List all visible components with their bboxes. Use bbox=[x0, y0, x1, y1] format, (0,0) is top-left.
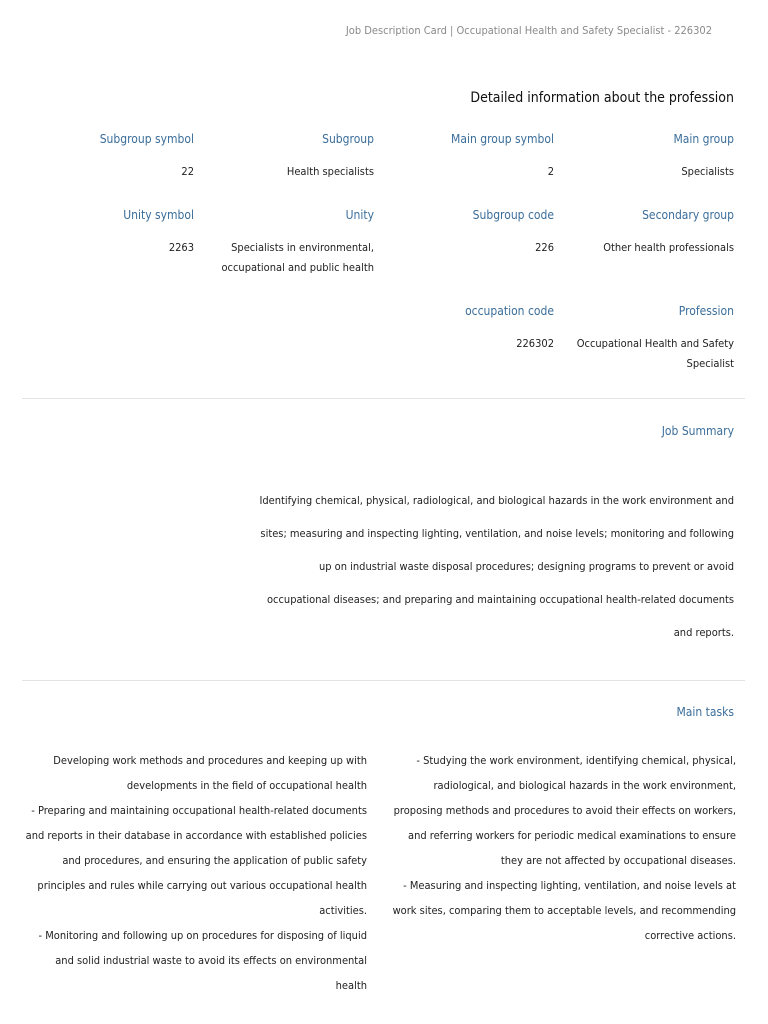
main-tasks-left-column: Developing work methods and procedures and keeping up with developments in the field of occupational health - Preparing and maintaining occupational health-related documents and reports in their database in accordance with established policies and procedures, and ensuring the application of public safety principles and rules while carrying out various occupational health activities. - Monitoring and following up on procedures for disposing of liquid and solid industrial waste to avoid its effects on environmental health bbox=[25, 754, 367, 992]
profession-label: Profession bbox=[678, 304, 734, 318]
main-group-symbol-label: Main group symbol bbox=[451, 132, 554, 146]
info-cell-unity-symbol bbox=[24, 204, 194, 300]
info-cell-unity bbox=[194, 204, 374, 300]
profession-info-grid bbox=[22, 128, 734, 380]
section-divider bbox=[22, 680, 745, 681]
job-summary-text: Identifying chemical, physical, radiological, and biological hazards in the work environment and sites; measuring and inspecting lighting, ventilation, and noise levels; monitoring and following up on industrial waste disposal procedures; designing programs to prevent or avoid occupational diseases; and preparing and maintaining occupational health-related documents and reports. bbox=[259, 494, 734, 639]
info-cell-subgroup-code bbox=[374, 204, 554, 300]
info-cell-secondary-group bbox=[554, 204, 734, 300]
job-summary-title: Job Summary bbox=[661, 424, 734, 438]
info-row-3 bbox=[22, 300, 734, 380]
subgroup-code-label: Subgroup code bbox=[472, 208, 554, 222]
main-tasks-right-column: - Studying the work environment, identifying chemical, physical, radiological, and biological hazards in the work environment, proposing methods and procedures to avoid their effects on workers, and referring workers for periodic medical examinations to ensure they are not affected by occupational diseases. - Measuring and inspecting lighting, ventilation, and noise levels at work sites, comparing them to acceptable levels, and recommending corrective actions. bbox=[392, 754, 736, 942]
unity-label: Unity bbox=[345, 208, 374, 222]
main-group-label: Main group bbox=[673, 132, 734, 146]
unity-symbol-value: 2263 bbox=[168, 241, 194, 254]
subgroup-symbol-value: 22 bbox=[181, 165, 194, 178]
details-section-title: Detailed information about the profession bbox=[470, 90, 734, 106]
info-cell-main-group-symbol bbox=[374, 128, 554, 204]
occupation-code-label: occupation code bbox=[465, 304, 554, 318]
main-group-value: Specialists bbox=[681, 165, 734, 178]
main-group-symbol-value: 2 bbox=[547, 165, 554, 178]
info-row-1 bbox=[22, 128, 734, 204]
subgroup-symbol-label: Subgroup symbol bbox=[99, 132, 194, 146]
unity-value: Specialists in environmental, occupational and public health bbox=[221, 241, 374, 274]
secondary-group-label: Secondary group bbox=[642, 208, 734, 222]
info-cell-subgroup bbox=[194, 128, 374, 204]
section-divider bbox=[22, 398, 745, 399]
info-cell-main-group bbox=[554, 128, 734, 204]
occupation-code-value: 226302 bbox=[516, 337, 554, 350]
profession-value: Occupational Health and Safety Specialist bbox=[576, 337, 734, 370]
unity-symbol-label: Unity symbol bbox=[123, 208, 194, 222]
subgroup-label: Subgroup bbox=[322, 132, 374, 146]
secondary-group-value: Other health professionals bbox=[603, 241, 734, 254]
info-cell-subgroup-symbol bbox=[24, 128, 194, 204]
subgroup-code-value: 226 bbox=[535, 241, 554, 254]
main-tasks-title: Main tasks bbox=[676, 705, 734, 719]
info-cell-profession bbox=[554, 300, 734, 380]
document-header-title: Job Description Card | Occupational Health and Safety Specialist - 226302 bbox=[345, 24, 712, 37]
info-row-2 bbox=[22, 204, 734, 300]
subgroup-value: Health specialists bbox=[286, 165, 374, 178]
info-cell-occupation-code bbox=[374, 300, 554, 380]
